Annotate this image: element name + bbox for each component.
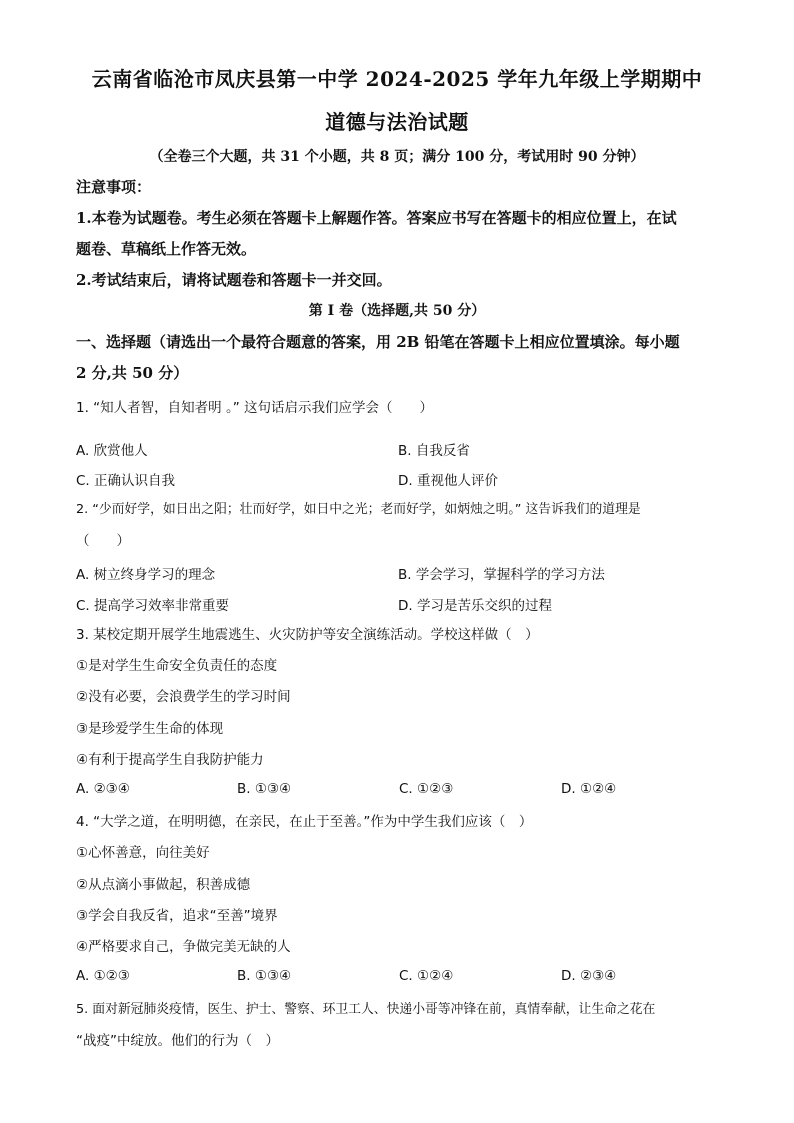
q3-statement-2: ②没有必要，会浪费学生的学习时间 bbox=[76, 689, 291, 705]
q3-statement-4: ④有利于提高学生自我防护能力 bbox=[76, 752, 264, 768]
q1-option-a: A. 欣赏他人 bbox=[76, 443, 148, 459]
q2-option-b: B. 学会学习，掌握科学的学习方法 bbox=[398, 567, 605, 583]
exam-title-line2: 道德与法治试题 bbox=[325, 110, 469, 134]
notice-item1-line2: 题卷、草稿纸上作答无效。 bbox=[76, 240, 257, 258]
q2-stem-line2: （ ） bbox=[76, 533, 130, 549]
q2-option-d: D. 学习是苦乐交织的过程 bbox=[398, 598, 552, 614]
q5-stem-line1: 5. 面对新冠肺炎疫情，医生、护士、警察、环卫工人、快递小哥等冲锋在前，真情奉献，让生命之花在 bbox=[76, 1002, 656, 1017]
part-heading-line2: 2 分,共 50 分） bbox=[76, 364, 189, 382]
q4-option-b: B. ①③④ bbox=[237, 968, 292, 984]
q5-stem-line2: “战疫”中绽放。他们的行为（ ） bbox=[76, 1033, 279, 1049]
q3-statement-1: ①是对学生生命安全负责任的态度 bbox=[76, 658, 278, 674]
q4-statement-2: ②从点滴小事做起，积善成德 bbox=[76, 877, 251, 893]
exam-subtitle: （全卷三个大题，共 31 个小题，共 8 页；满分 100 分，考试用时 90 分钟） bbox=[149, 149, 645, 165]
q3-option-c: C. ①②③ bbox=[399, 781, 454, 797]
q4-option-a: A. ①②③ bbox=[76, 968, 130, 984]
q4-statement-3: ③学会自我反省，追求“至善”境界 bbox=[76, 908, 278, 924]
part-heading-line1: 一、选择题（请选出一个最符合题意的答案，用 2B 铅笔在答题卡上相应位置填涂。每小题 bbox=[76, 333, 680, 351]
q4-stem: 4. “大学之道，在明明德，在亲民，在止于至善。”作为中学生我们应该（ ） bbox=[76, 814, 533, 830]
q1-option-c: C. 正确认识自我 bbox=[76, 473, 176, 489]
q1-option-b: B. 自我反省 bbox=[398, 443, 470, 459]
notice-item2: 2.考试结束后，请将试题卷和答题卡一并交回。 bbox=[76, 271, 392, 289]
q3-option-d: D. ①②④ bbox=[561, 781, 617, 797]
notice-item1-line1: 1.本卷为试题卷。考生必须在答题卡上解题作答。答案应书写在答题卡的相应位置上，在试 bbox=[76, 209, 677, 227]
q1-stem: 1. “知人者智，自知者明 。” 这句话启示我们应学会（ ） bbox=[76, 400, 433, 416]
q3-statement-3: ③是珍爱学生生命的体现 bbox=[76, 721, 224, 737]
exam-title-line1: 云南省临沧市凤庆县第一中学 2024-2025 学年九年级上学期期中 bbox=[91, 67, 703, 91]
q2-stem-line1: 2. “少而好学，如日出之阳；壮而好学，如日中之光；老而好学，如炳烛之明。” 这告诉我们的道理是 bbox=[76, 502, 641, 517]
q3-option-b: B. ①③④ bbox=[237, 781, 292, 797]
q4-option-c: C. ①②④ bbox=[399, 968, 454, 984]
q3-option-a: A. ②③④ bbox=[76, 781, 130, 797]
q2-option-c: C. 提高学习效率非常重要 bbox=[76, 598, 230, 614]
q4-statement-4: ④严格要求自己，争做完美无缺的人 bbox=[76, 939, 291, 955]
q4-statement-1: ①心怀善意，向往美好 bbox=[76, 845, 210, 861]
q3-stem: 3. 某校定期开展学生地震逃生、火灾防护等安全演练活动。学校这样做（ ） bbox=[76, 627, 539, 643]
volume-title: 第 I 卷（选择题,共 50 分） bbox=[308, 303, 486, 319]
q1-option-d: D. 重视他人评价 bbox=[398, 473, 498, 489]
q2-option-a: A. 树立终身学习的理念 bbox=[76, 567, 216, 583]
q4-option-d: D. ②③④ bbox=[561, 968, 617, 984]
notice-heading: 注意事项： bbox=[76, 178, 152, 196]
